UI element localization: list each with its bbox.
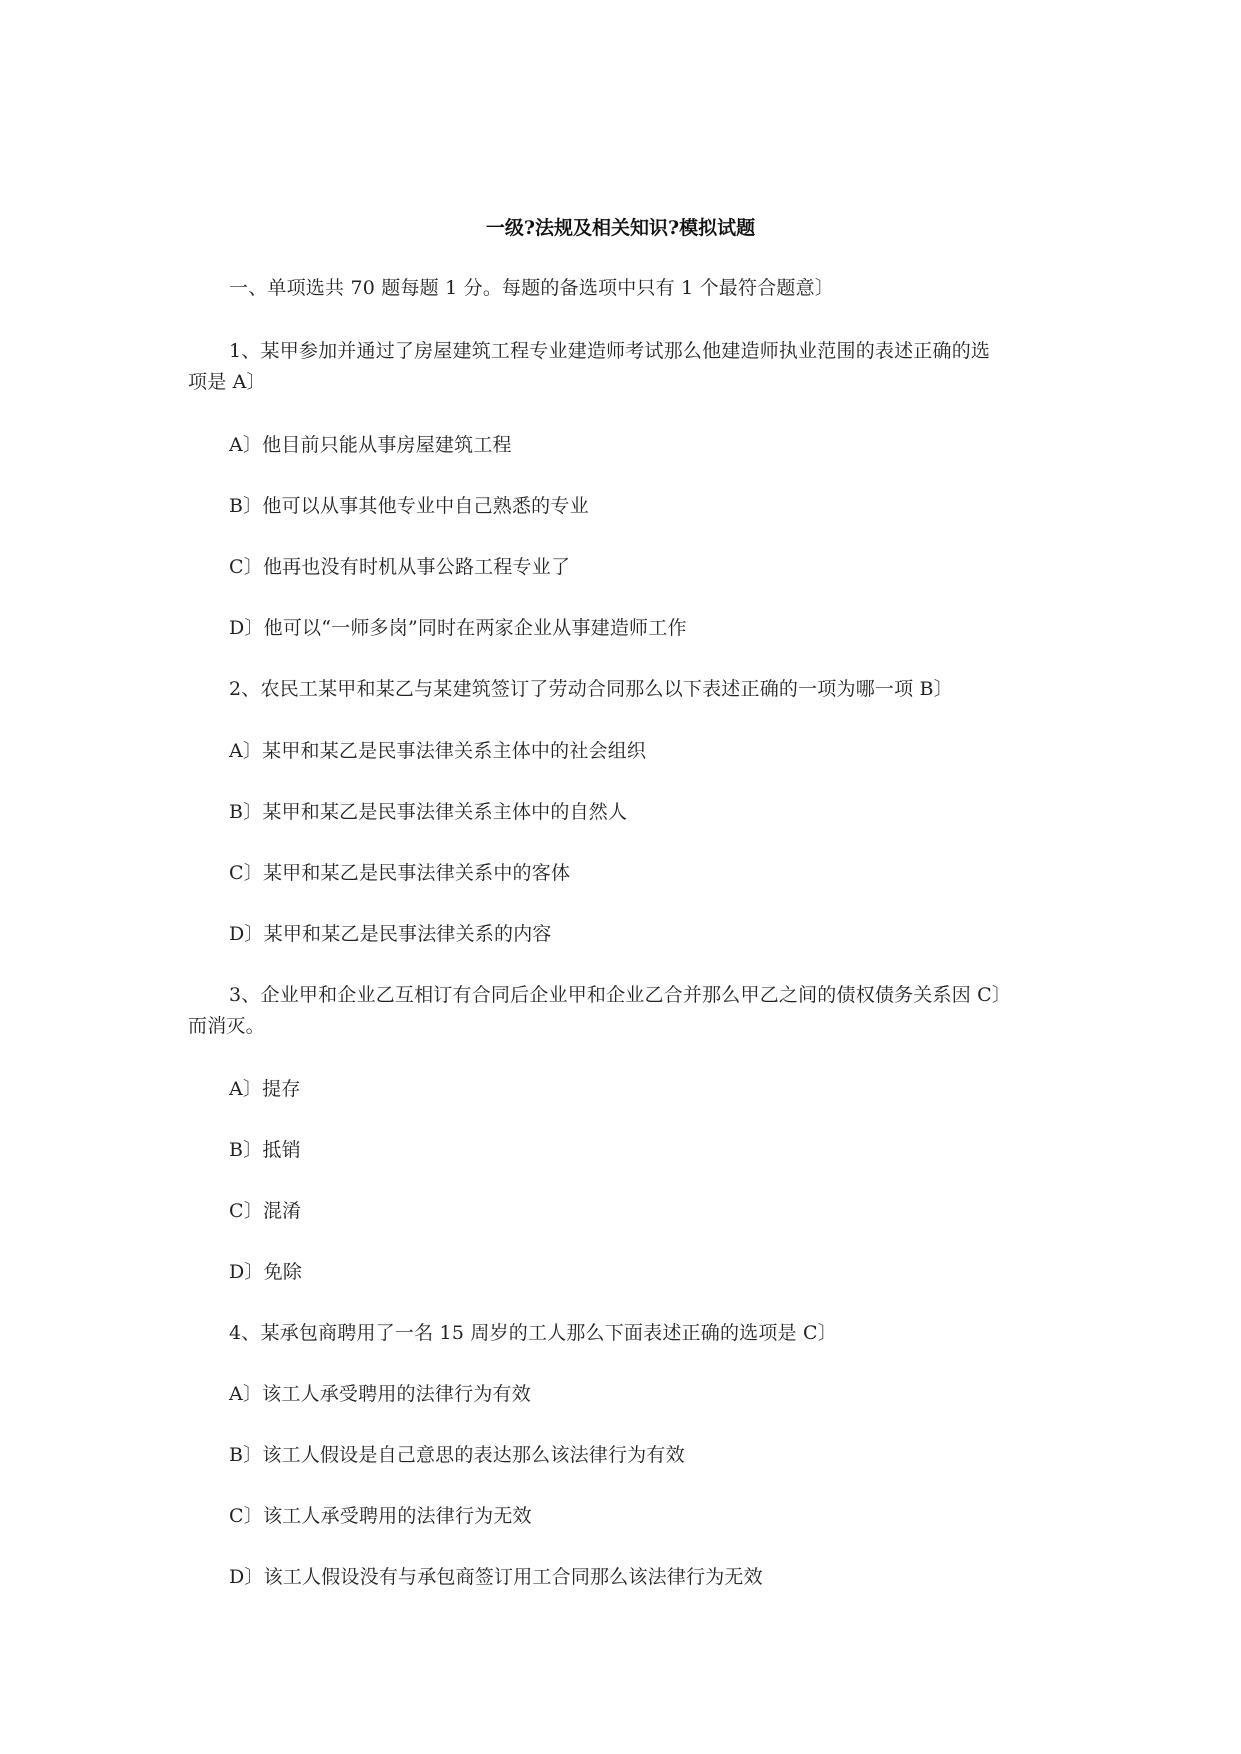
question-3-stem-line2: 而消灭。 xyxy=(188,1015,265,1037)
question-1-option-c: C〕他再也没有时机从事公路工程专业了 xyxy=(229,556,571,578)
question-1-option-a: A〕他目前只能从事房屋建筑工程 xyxy=(229,434,512,456)
document-title: 一级?法规及相关知识?模拟试题 xyxy=(485,217,756,239)
question-4-option-d: D〕该工人假设没有与承包商签订用工合同那么该法律行为无效 xyxy=(229,1566,763,1588)
question-2-option-b: B〕某甲和某乙是民事法律关系主体中的自然人 xyxy=(229,801,628,823)
question-3-option-b: B〕抵销 xyxy=(229,1139,301,1161)
question-4-stem-line1: 4、某承包商聘用了一名 15 周岁的工人那么下面表述正确的选项是 C〕 xyxy=(229,1322,837,1344)
question-3-option-a: A〕提存 xyxy=(229,1078,301,1100)
question-4-option-c: C〕该工人承受聘用的法律行为无效 xyxy=(229,1505,532,1527)
question-2-stem-line1: 2、农民工某甲和某乙与某建筑签订了劳动合同那么以下表述正确的一项为哪一项 B〕 xyxy=(229,678,953,700)
question-2-option-d: D〕某甲和某乙是民事法律关系的内容 xyxy=(229,923,552,945)
question-1-stem-line1: 1、某甲参加并通过了房屋建筑工程专业建造师考试那么他建造师执业范围的表述正确的选 xyxy=(229,340,991,362)
question-3-stem-line1: 3、企业甲和企业乙互相订有合同后企业甲和企业乙合并那么甲乙之间的债权债务关系因 C〕 xyxy=(229,984,1012,1006)
question-4-option-b: B〕该工人假设是自己意思的表达那么该法律行为有效 xyxy=(229,1444,685,1466)
question-4-option-a: A〕该工人承受聘用的法律行为有效 xyxy=(229,1383,531,1405)
question-3-option-d: D〕免除 xyxy=(229,1261,303,1283)
question-2-option-a: A〕某甲和某乙是民事法律关系主体中的社会组织 xyxy=(229,740,647,762)
question-2-option-c: C〕某甲和某乙是民事法律关系中的客体 xyxy=(229,862,571,884)
question-1-option-d: D〕他可以“一师多岗”同时在两家企业从事建造师工作 xyxy=(229,617,687,639)
question-1-option-b: B〕他可以从事其他专业中自己熟悉的专业 xyxy=(229,495,589,517)
question-1-stem-line2: 项是 A〕 xyxy=(188,371,266,393)
section-heading: 一、单项选共 70 题每题 1 分。每题的备选项中只有 1 个最符合题意〕 xyxy=(229,277,834,299)
question-3-option-c: C〕混淆 xyxy=(229,1200,302,1222)
